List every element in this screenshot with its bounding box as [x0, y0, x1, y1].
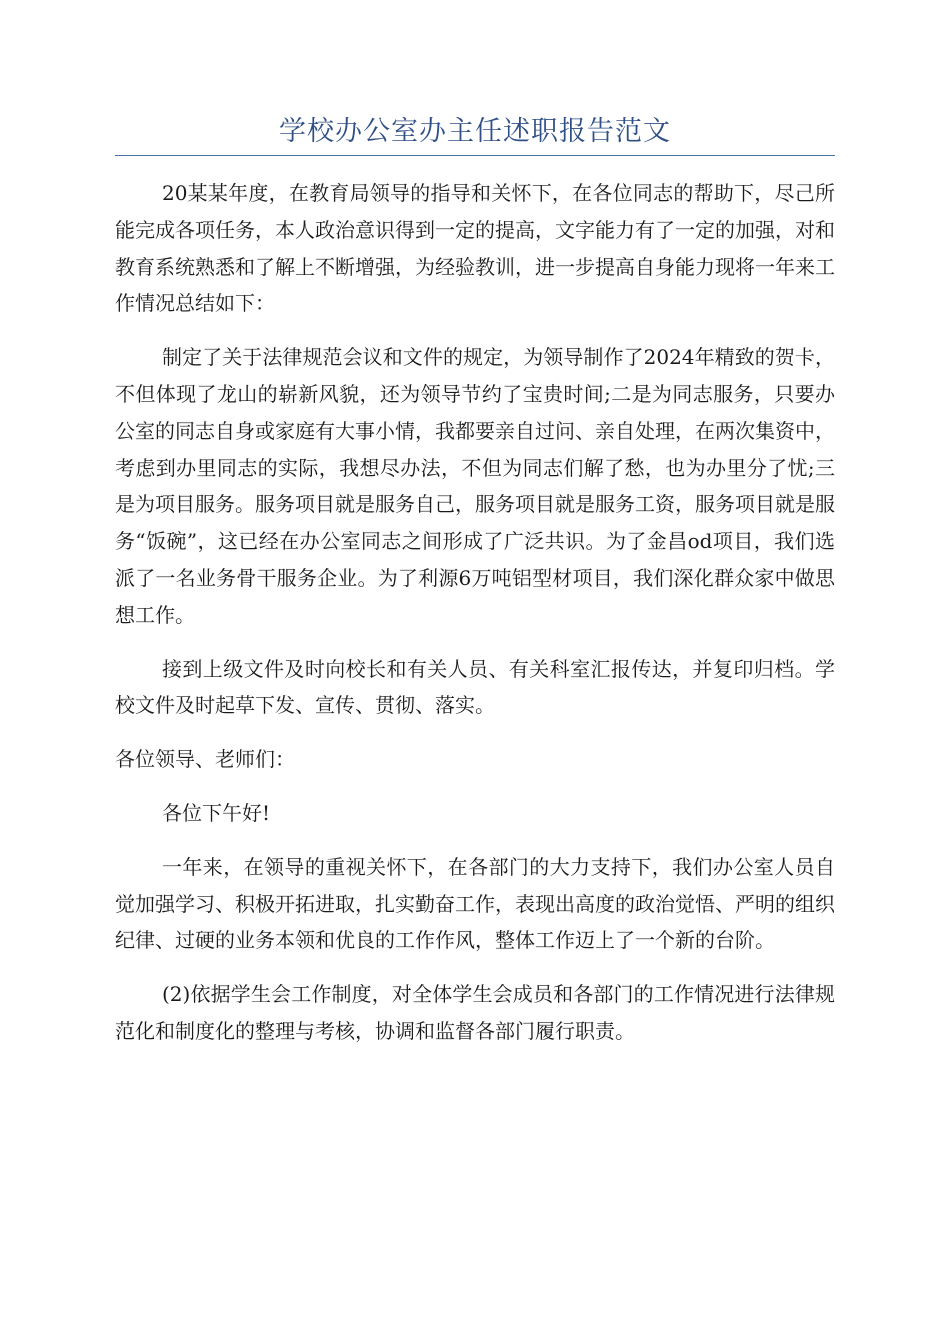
- paragraph-regulations: 制定了关于法律规范会议和文件的规定，为领导制作了2024年精致的贺卡，不但体现了龙山的崭新风貌，还为领导节约了宝贵时间;二是为同志服务，只要办公室的同志自身或家庭有大事小情，我都要亲自过问、亲自处理，在两次集资中，考虑到办里同志的实际，我想尽办法，不但为同志们解了愁，也为办里分了忧;三是为项目服务。服务项目就是服务自己，服务项目就是服务工资，服务项目就是服务“饭碗”，这已经在办公室同志之间形成了广泛共识。为了金昌od项目，我们选派了一名业务骨干服务企业。为了利源6万吨铝型材项目，我们深化群众家中做思想工作。: [115, 345, 835, 627]
- paragraph-salutation: 各位领导、老师们：: [115, 747, 295, 772]
- paragraph-year-review: 一年来，在领导的重视关怀下，在各部门的大力支持下，我们办公室人员自觉加强学习、积极开拓进取，扎实勤奋工作，表现出高度的政治觉悟、严明的组织纪律、过硬的业务本领和优良的工作作风，整体工作迈上了一个新的台阶。: [115, 854, 835, 953]
- document-title: 学校办公室办主任述职报告范文: [279, 116, 671, 147]
- paragraph-greeting: 各位下午好!: [162, 800, 271, 825]
- title-underline: [115, 155, 835, 156]
- paragraph-documents: 接到上级文件及时向校长和有关人员、有关科室汇报传达，并复印归档。学校文件及时起草下发、宣传、贯彻、落实。: [115, 656, 835, 718]
- paragraph-student-union: (2)依据学生会工作制度，对全体学生会成员和各部门的工作情况进行法律规范化和制度化的整理与考核，协调和监督各部门履行职责。: [115, 982, 835, 1043]
- document-body: [115, 175, 835, 1067]
- paragraph-intro: 20某某年度，在教育局领导的指导和关怀下，在各位同志的帮助下，尽己所能完成各项任务，本人政治意识得到一定的提高，文字能力有了一定的加强，对和教育系统熟悉和了解上不断增强，为经验教训，进一步提高自身能力现将一年来工作情况总结如下：: [115, 181, 835, 316]
